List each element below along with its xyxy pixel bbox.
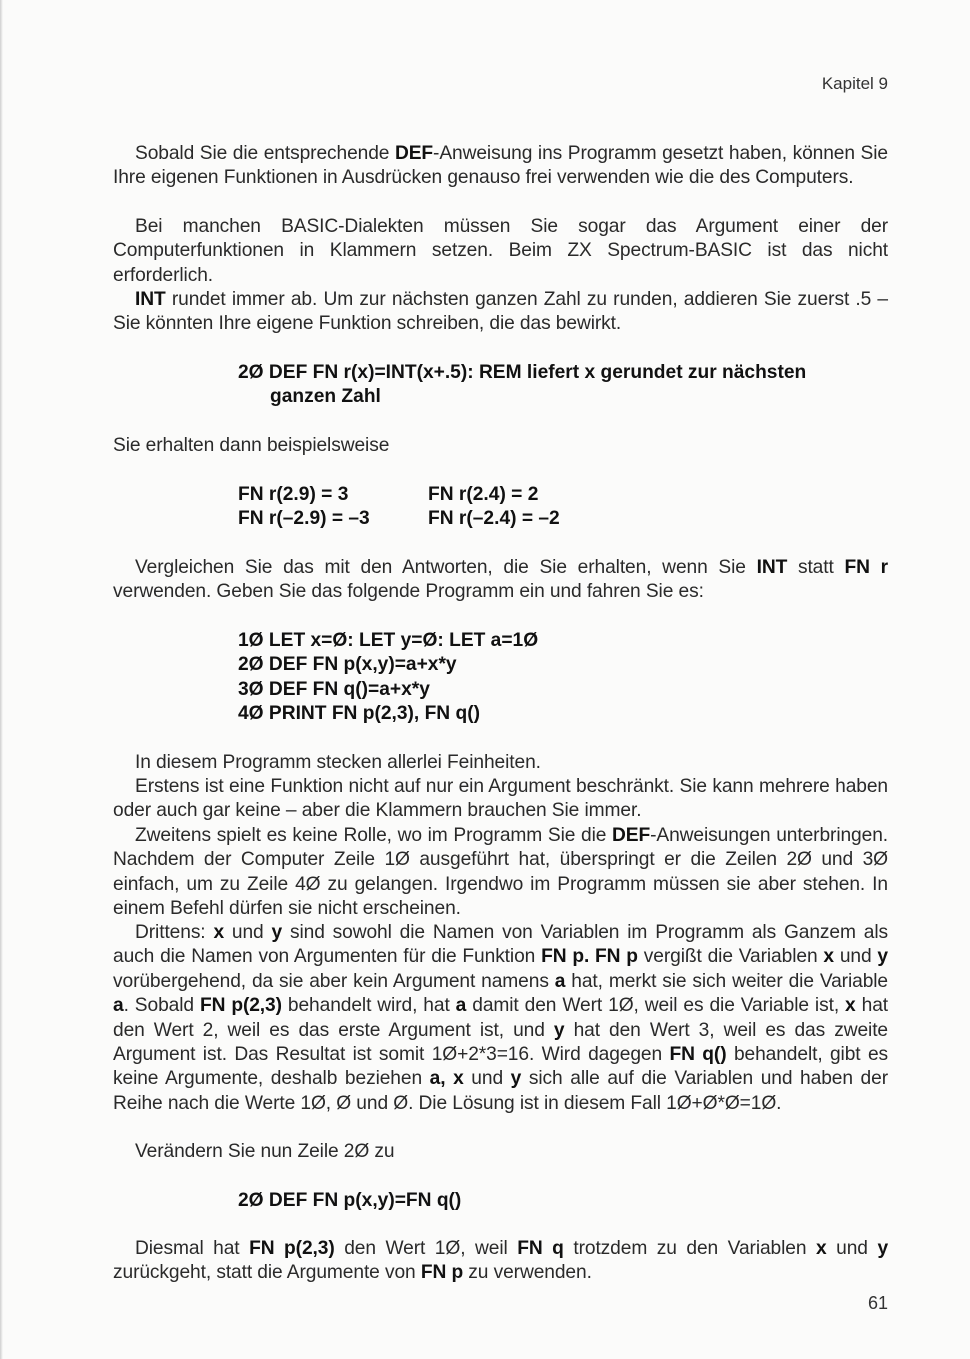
var-x: x (823, 946, 834, 968)
text: verwenden. Geben Sie das folgende Programm ein und fahren Sie es: (113, 581, 704, 603)
code-block-program (238, 629, 538, 727)
text: und (833, 946, 878, 968)
text: vergißt die Variablen (637, 946, 824, 968)
keyword-fn-p: FN p. FN p (541, 946, 638, 968)
code-line: ganzen Zahl (270, 386, 381, 408)
keyword-def: DEF (612, 825, 651, 846)
text: Drittens: (135, 922, 214, 943)
text: Sobald Sie die entsprechende (135, 143, 395, 164)
paragraph-subtleties: In diesem Programm stecken allerlei Feinheiten. (135, 752, 541, 773)
code-line: 3Ø DEF FN q()=a+x*y (238, 678, 430, 700)
paragraph-result (113, 1237, 888, 1286)
text: Vergleichen Sie das mit den Antworten, die Sie erhalten, wenn Sie (135, 557, 757, 578)
example-row (238, 483, 560, 507)
text: damit den Wert 1Ø, weil es die Variable ist, (466, 995, 846, 1017)
code-line: 2Ø DEF FN p(x,y)=a+x*y (238, 654, 457, 676)
keyword-fn-p-call: FN p(2,3) (199, 995, 282, 1017)
code-block-modified-line (238, 1189, 461, 1213)
text: den Wert 1Ø, weil (334, 1238, 518, 1259)
example-cell: FN r(–2.9) = –3 (238, 508, 370, 530)
text: . Sobald (123, 995, 200, 1017)
code-line: 2Ø DEF FN r(x)=INT(x+.5): REM liefert x gerundet zur nächsten (238, 362, 807, 383)
code-line: 4Ø PRINT FN p(2,3), FN q() (238, 703, 480, 725)
paragraph-second-point (113, 824, 888, 922)
keyword-fn-q-call: FN q() (669, 1044, 727, 1066)
paragraph-examples-intro: Sie erhalten dann beispielsweise (113, 435, 390, 456)
paragraph-first-point: Erstens ist eine Funktion nicht auf nur ein Argument beschränkt. Sie kann mehrere haben oder auch gar keine – aber die Klammern brauchen Sie immer. (113, 776, 888, 822)
text: Diesmal hat (135, 1238, 250, 1259)
keyword-fn-r: FN r (844, 557, 888, 578)
example-cell: FN r(2.4) = 2 (428, 484, 539, 505)
example-cell: FN r(2.9) = 3 (238, 484, 349, 505)
var-y: y (553, 1019, 565, 1041)
text: -Anweisung ins Programm gesetzt haben, können Sie Ihre eigenen Funktionen in Ausdrücken genauso frei verwenden wie die des Computers. (113, 143, 888, 189)
keyword-fn-q: FN q (517, 1238, 564, 1259)
text: statt (787, 557, 845, 578)
text: und (463, 1068, 511, 1090)
text: zu verwenden. (463, 1262, 592, 1284)
keyword-def: DEF (394, 143, 434, 164)
paragraph-basic-dialects: Bei manchen BASIC-Dialekten müssen Sie sogar das Argument einer der Computerfunktionen in Klammern setzen. Beim ZX Spectrum-BASIC ist das nicht erforderlich. (113, 216, 888, 286)
text: hat den Wert 3, weil es das zweite Argument ist. Das Resultat ist somit 1Ø+2*3=16. Wird dagegen (113, 1019, 889, 1066)
text: behandelt, gibt es keine Argumente, deshalb beziehen (113, 1044, 889, 1090)
code-block-round-function (238, 361, 806, 410)
keyword-int: INT (135, 289, 166, 310)
paragraph-int-rounding (113, 288, 888, 337)
text: und (826, 1238, 878, 1259)
keyword-fn-p: FN p (420, 1262, 464, 1284)
var-y: y (877, 1238, 889, 1259)
var-a: a (455, 995, 467, 1017)
var-x: x (845, 995, 856, 1017)
var-y: y (510, 1068, 522, 1090)
paragraph-compare (113, 556, 888, 605)
code-line: 1Ø LET x=Ø: LET y=Ø: LET a=1Ø (238, 630, 539, 651)
var-y: y (271, 922, 283, 943)
var-x: x (213, 922, 225, 943)
example-row (238, 507, 560, 531)
text: und (224, 922, 272, 943)
text: vorübergehend, da sie aber kein Argument namens (113, 970, 555, 992)
page-edge-shadow (0, 0, 3, 1359)
text: sich alle auf die Variablen und haben der Reihe nach die Werte 1Ø, Ø und Ø. Die Lösung ist in diesem Fall 1Ø+Ø*Ø=1Ø. (113, 1068, 888, 1114)
text: zurückgeht, statt die Argumente von (113, 1262, 421, 1284)
text: trotzdem zu den Variablen (563, 1238, 816, 1259)
text: Zweitens spielt es keine Rolle, wo im Programm Sie die (135, 825, 613, 846)
var-x: x (816, 1238, 827, 1259)
chapter-header: Kapitel 9 (821, 74, 888, 93)
text: rundet immer ab. Um zur nächsten ganzen Zahl zu runden, addieren Sie zuerst .5 – Sie könnten Ihre eigene Funktion schreiben, die das bewirkt. (113, 289, 888, 335)
paragraph-third-point (113, 921, 888, 1116)
paragraph-def-intro (113, 142, 888, 191)
var-a: a (113, 995, 124, 1017)
code-line: 2Ø DEF FN p(x,y)=FN q() (238, 1190, 462, 1211)
var-a-x: a, x (429, 1068, 464, 1090)
text: -Anweisungen unterbringen. Nachdem der Computer Zeile 1Ø ausgeführt hat, überspringt er die Zeilen 2Ø und 3Ø einfach, um zu Zeile 4Ø zu gelangen. Irgendwo im Programm müssen sie aber stehen. In einem Befehl dürfen sie nicht erscheinen. (113, 825, 888, 920)
text: hat den Wert 2, weil es das erste Argument ist, und (113, 995, 888, 1041)
example-cell: FN r(–2.4) = –2 (428, 508, 560, 530)
text: hat, merkt sie sich weiter die Variable (565, 970, 889, 992)
keyword-fn-p-call: FN p(2,3) (249, 1238, 335, 1259)
text: sind sowohl die Namen von Variablen im Programm als Ganzem als auch die Namen von Argumenten für die Funktion (113, 922, 888, 968)
text: behandelt wird, hat (281, 995, 456, 1017)
keyword-int: INT (756, 557, 788, 578)
page-number: 61 (867, 1293, 888, 1313)
var-y: y (877, 946, 888, 968)
rounding-examples (238, 483, 560, 532)
var-a: a (554, 970, 566, 992)
paragraph-change-line: Verändern Sie nun Zeile 2Ø zu (135, 1141, 395, 1162)
